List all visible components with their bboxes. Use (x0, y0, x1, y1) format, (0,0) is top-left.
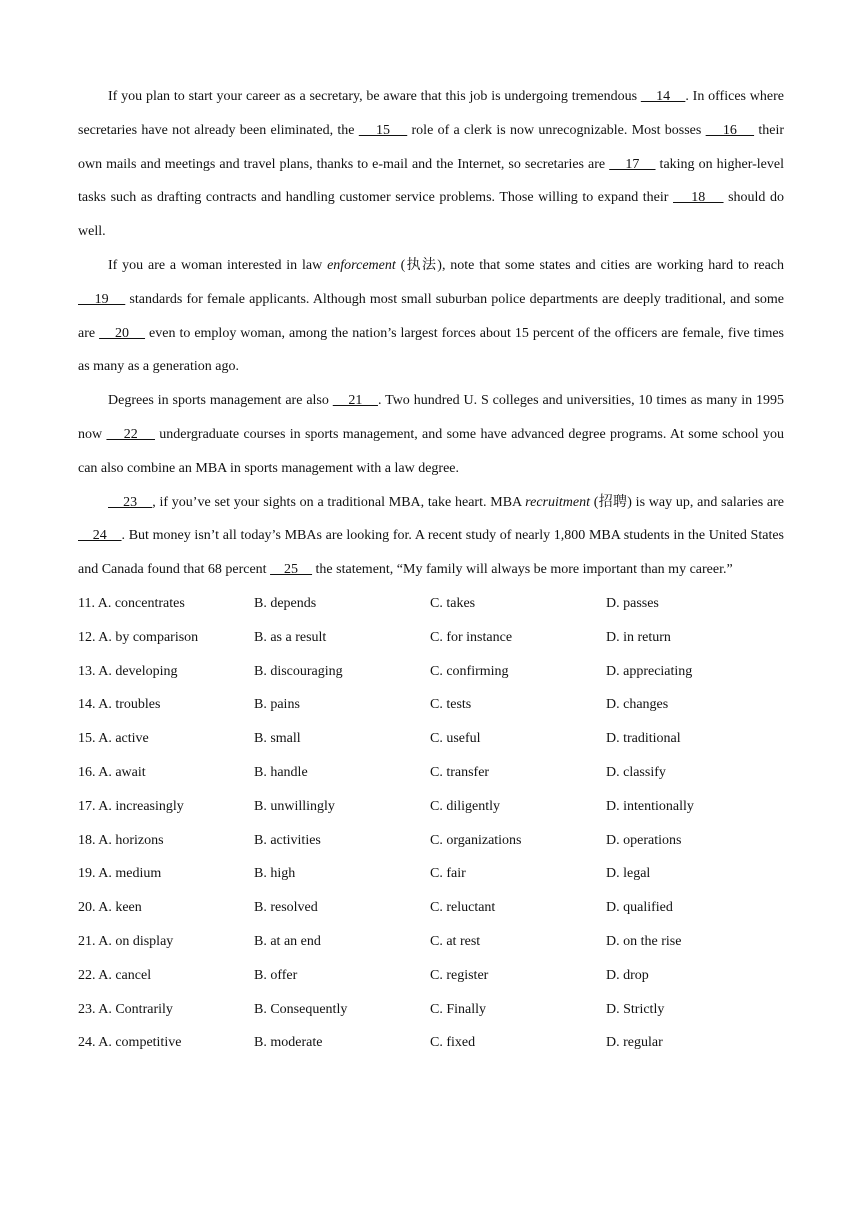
option-c: C. reluctant (430, 900, 496, 916)
option-d: D. passes (606, 595, 659, 611)
option-d: D. qualified (606, 900, 673, 916)
option-row (78, 655, 784, 689)
answer-blank: 20 (99, 325, 146, 341)
option-d: D. drop (606, 967, 649, 983)
option-row (78, 688, 784, 722)
option-c: C. confirming (430, 663, 509, 679)
passage-paragraph (78, 249, 784, 384)
option-a: 17. A. increasingly (78, 798, 184, 814)
option-d: D. legal (606, 866, 651, 882)
answer-blank: 17 (609, 156, 656, 172)
answer-options (78, 587, 784, 1060)
option-b: B. Consequently (254, 1001, 348, 1017)
passage-paragraph (78, 384, 784, 485)
option-a: 12. A. by comparison (78, 629, 199, 645)
passage (78, 80, 784, 587)
passage-text: role of a clerk is now unrecognizable. Most bosses (407, 122, 706, 138)
option-b: B. pains (254, 697, 300, 713)
option-d: D. in return (606, 629, 671, 645)
document-page (78, 80, 784, 1060)
passage-text: . But money isn’t all today’s MBAs are looking for. A recent study of nearly 1,800 MBA students in the United States and Canada found that 68 percent (78, 528, 784, 578)
option-a: 16. A. await (78, 764, 146, 780)
option-c: C. transfer (430, 764, 490, 780)
answer-blank: 18 (673, 190, 724, 206)
option-row (78, 722, 784, 756)
option-row (78, 891, 784, 925)
passage-text: Degrees in sports management are also (108, 393, 333, 409)
option-c: C. useful (430, 731, 481, 747)
passage-text: the statement, “My family will always be more important than my career.” (312, 562, 733, 578)
option-a: 23. A. Contrarily (78, 1001, 173, 1017)
passage-text: even to employ woman, among the nation’s largest forces about 15 percent of the officers are female, five times as many as a generation ago. (78, 325, 785, 375)
italic-term: recruitment (525, 494, 590, 510)
passage-text: standards for female applicants. Although most small suburban police departments are deeply traditional, and some are (78, 291, 785, 341)
italic-term: enforcement (327, 257, 396, 273)
option-a: 21. A. on display (78, 933, 174, 949)
option-b: B. depends (254, 595, 317, 611)
option-b: B. as a result (254, 629, 327, 645)
option-row (78, 824, 784, 858)
option-a: 13. A. developing (78, 663, 178, 679)
option-b: B. offer (254, 967, 298, 983)
option-d: D. traditional (606, 731, 681, 747)
option-c: C. fair (430, 866, 466, 882)
option-b: B. small (254, 731, 301, 747)
answer-blank: 22 (106, 426, 155, 442)
option-b: B. at an end (254, 933, 321, 949)
passage-text: . Two hundred U. S colleges and universities, 10 times as many in 1995 now (78, 393, 784, 442)
passage-text: (招聘) is way up, and salaries are (589, 494, 785, 510)
option-c: C. tests (430, 697, 472, 713)
passage-paragraph (78, 486, 784, 587)
option-row (78, 857, 784, 891)
option-a: 15. A. active (78, 731, 149, 747)
passage-text: taking on higher-level tasks such as drafting contracts and handling customer service problems. Those willing to expand their (78, 156, 784, 206)
option-d: D. appreciating (606, 663, 693, 679)
option-c: C. organizations (430, 832, 522, 848)
answer-blank: 21 (332, 393, 378, 409)
option-d: D. on the rise (606, 933, 682, 949)
option-b: B. unwillingly (254, 798, 335, 814)
passage-text: , if you’ve set your sights on a traditional MBA, take heart. MBA (152, 494, 526, 510)
option-row (78, 925, 784, 959)
answer-blank: 24 (78, 528, 122, 544)
option-row (78, 790, 784, 824)
option-d: D. changes (606, 697, 669, 713)
option-b: B. moderate (254, 1035, 323, 1051)
option-b: B. resolved (254, 900, 318, 916)
passage-text: (执法), note that some states and cities are working hard to reach (395, 257, 784, 273)
option-b: B. discouraging (254, 663, 343, 679)
option-c: C. diligently (430, 798, 500, 814)
option-d: D. classify (606, 764, 666, 780)
answer-blank: 15 (358, 122, 408, 138)
option-c: C. for instance (430, 629, 513, 645)
passage-text: If you plan to start your career as a secretary, be aware that this job is undergoing tremendous (108, 89, 641, 104)
option-c: C. takes (430, 595, 476, 611)
option-a: 24. A. competitive (78, 1035, 182, 1051)
answer-blank: 16 (705, 122, 755, 138)
option-c: C. Finally (430, 1001, 487, 1017)
option-row (78, 587, 784, 621)
option-row (78, 756, 784, 790)
option-c: C. register (430, 967, 489, 983)
option-a: 14. A. troubles (78, 697, 161, 713)
option-c: C. fixed (430, 1035, 476, 1051)
option-row (78, 993, 784, 1027)
option-a: 22. A. cancel (78, 967, 152, 983)
passage-text: undergraduate courses in sports management, and some have advanced degree programs. At some school you can also combine an MBA in sports management with a law degree. (78, 426, 784, 476)
option-a: 11. A. concentrates (78, 595, 185, 611)
passage-text: should do well. (78, 190, 784, 240)
option-a: 18. A. horizons (78, 832, 164, 848)
option-d: D. operations (606, 832, 682, 848)
answer-blank: 19 (78, 291, 126, 307)
option-row (78, 959, 784, 993)
option-b: B. activities (254, 832, 321, 848)
option-a: 19. A. medium (78, 866, 162, 882)
passage-paragraph (78, 80, 784, 249)
option-row (78, 1026, 784, 1060)
answer-blank: 25 (270, 562, 313, 578)
option-c: C. at rest (430, 933, 481, 949)
option-b: B. high (254, 866, 296, 882)
passage-text: . In offices where secretaries have not already been eliminated, the (78, 89, 785, 138)
answer-blank: 14 (640, 89, 686, 104)
option-b: B. handle (254, 764, 308, 780)
passage-text: their own mails and meetings and travel plans, thanks to e-mail and the Internet, so secretaries are (78, 122, 785, 172)
option-a: 20. A. keen (78, 900, 142, 916)
option-row (78, 621, 784, 655)
option-d: D. regular (606, 1035, 663, 1051)
option-d: D. Strictly (606, 1001, 665, 1017)
passage-text: If you are a woman interested in law (108, 257, 328, 273)
option-d: D. intentionally (606, 798, 694, 814)
answer-blank: 23 (108, 494, 153, 510)
